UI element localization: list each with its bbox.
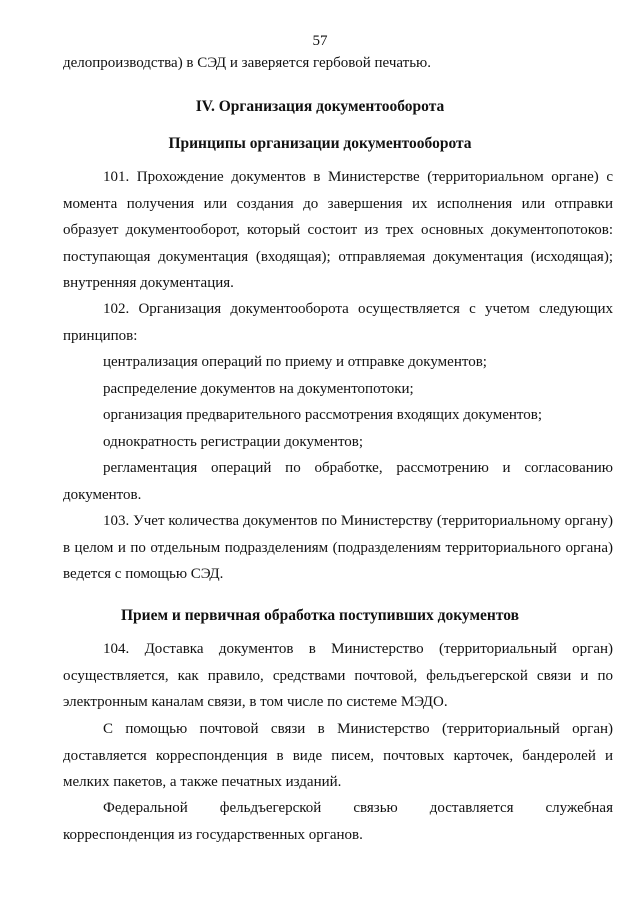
paragraph-postal: С помощью почтовой связи в Министерство (территориальный орган) доставляется корреспонденция в виде писем, почтовых карточек, бандеролей и мелких пакетов, а также печатных изданий.	[63, 721, 613, 790]
principle-item: централизация операций по приему и отправке документов;	[103, 354, 487, 370]
principle-item: однократность регистрации документов;	[103, 434, 364, 450]
paragraph-104: 104. Доставка документов в Министерство (территориальный орган) осуществляется, как правило, средствами почтовой, фельдъегерской связи и по электронным каналам связи, в том числе по системе МЭДО.	[63, 641, 613, 710]
page-number: 57	[312, 33, 328, 49]
paragraph-102: 102. Организация документооборота осуществляется с учетом следующих принципов:	[63, 301, 613, 344]
paragraph-101: 101. Прохождение документов в Министерстве (территориальном органе) с момента получения или создания до завершения их исполнения или отправки образует документооборот, который состоит из трех основных документопотоков: поступающая документация (входящая); отправляемая документация (исходящая); внутренняя документация.	[63, 169, 613, 291]
paragraph-103: 103. Учет количества документов по Министерству (территориальному органу) в целом и по отдельным подразделениям (подразделениям территориального органа) ведется с помощью СЭД.	[63, 513, 613, 582]
paragraph-courier: Федеральной фельдъегерской связью доставляется служебная корреспонденция из государственных органов.	[63, 800, 613, 843]
principle-item: организация предварительного рассмотрения входящих документов;	[103, 407, 543, 423]
subsection-title-reception: Прием и первичная обработка поступивших документов	[121, 607, 519, 624]
principle-item: распределение документов на документопотоки;	[103, 381, 414, 397]
subsection-title-principles: Принципы организации документооборота	[168, 135, 472, 152]
continued-line: делопроизводства) в СЭД и заверяется гербовой печатью.	[63, 55, 431, 71]
section-title: IV. Организация документооборота	[195, 98, 445, 115]
principle-item: регламентация операций по обработке, рассмотрению и согласованию документов.	[63, 460, 613, 503]
